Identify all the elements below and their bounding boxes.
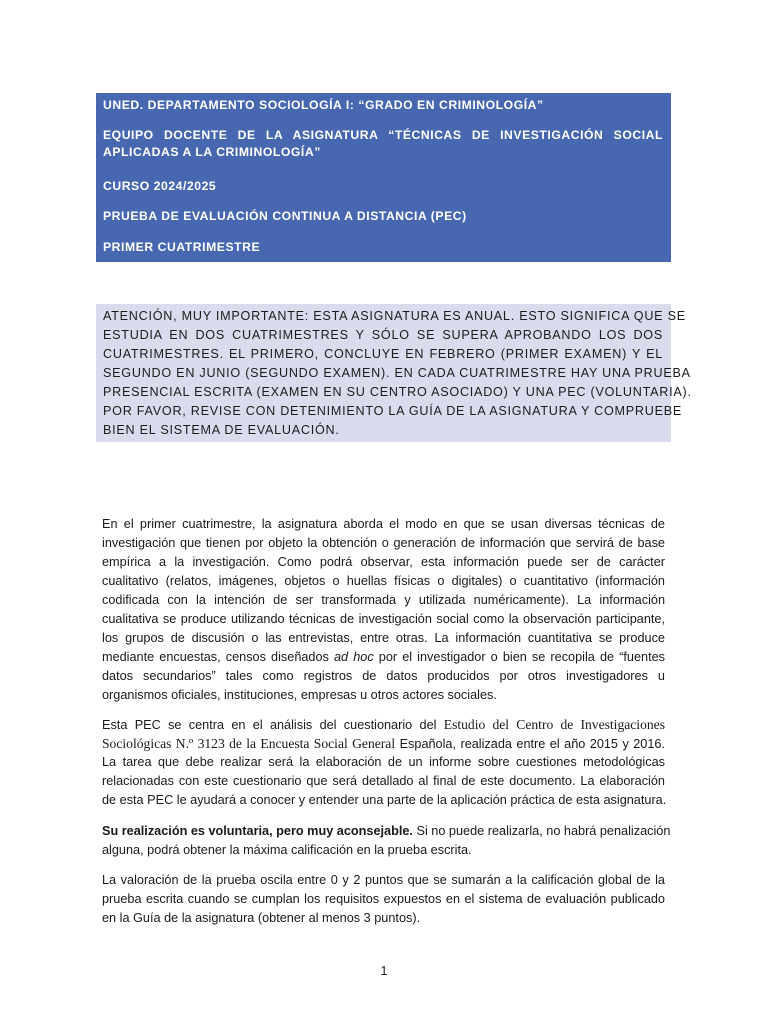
notice-line: PRESENCIAL ESCRITA (EXAMEN EN SU CENTRO ASOCIADO) Y UNA PEC (VOLUNTARIA). bbox=[103, 385, 692, 399]
paragraph-line: prueba escrita cuando se cumplan los requisitos expuestos en el sistema de evaluación publicado bbox=[102, 892, 665, 906]
header-university-line: UNED. DEPARTAMENTO SOCIOLOGÍA I: “GRADO EN CRIMINOLOGÍA” bbox=[103, 98, 544, 112]
paragraph-line: investigación que tienen por objeto la obtención o generación de información que servirá de base bbox=[102, 536, 665, 550]
ad-hoc-italic: ad hoc bbox=[334, 650, 374, 664]
notice-line: CUATRIMESTRES. EL PRIMERO, CONCLUYE EN FEBRERO (PRIMER EXAMEN) Y EL bbox=[103, 347, 663, 361]
paragraph-line: cualitativa se produce utilizando técnicas de investigación social como la observación participante, bbox=[102, 612, 665, 626]
grading-paragraph bbox=[102, 871, 665, 928]
voluntary-paragraph bbox=[102, 822, 671, 860]
paragraph-line: organismos oficiales, instituciones, empresas u otros actores sociales. bbox=[102, 688, 497, 702]
paragraph-line: empírica a la investigación. Como podrá observar, esta información puede ser de carácter bbox=[102, 555, 665, 569]
paragraph-line: en la Guía de la asignatura (obtener al menos 3 puntos). bbox=[102, 911, 421, 925]
header-team-line bbox=[103, 127, 663, 161]
paragraph-line: de esta PEC le ayudará a conocer y entender una parte de la aplicación práctica de esta asignatura. bbox=[102, 793, 667, 807]
notice-line: POR FAVOR, REVISE CON DETENIMIENTO LA GUÍA DE LA ASIGNATURA Y COMPRUEBE bbox=[103, 404, 683, 418]
study-reference: Estudio del Centro de Investigaciones bbox=[443, 717, 666, 732]
line-text: mediante encuestas, censos diseñados bbox=[102, 650, 334, 664]
paragraph-line: relacionadas con este cuestionario que será detallado al final de este documento. La elaboración bbox=[102, 774, 665, 788]
paragraph-line: alguna, podrá obtener la máxima calificación en la prueba escrita. bbox=[102, 843, 472, 857]
document-header bbox=[96, 93, 671, 262]
notice-line: SEGUNDO EN JUNIO (SEGUNDO EXAMEN). EN CADA CUATRIMESTRE HAY UNA PRUEBA bbox=[103, 366, 691, 380]
paragraph-line: cualitativo (relatos, imágenes, objetos o huellas físicas o digitales) o cuantitativo (información bbox=[102, 574, 665, 588]
paragraph-line: La valoración de la prueba oscila entre 0 y 2 puntos que se sumarán a la calificación global de la bbox=[102, 873, 665, 887]
header-team-line-1: EQUIPO DOCENTE DE LA ASIGNATURA “TÉCNICAS DE INVESTIGACIÓN SOCIAL bbox=[103, 128, 663, 142]
header-team-line-2: APLICADAS A LA CRIMINOLOGÍA” bbox=[103, 145, 321, 159]
notice-line: ATENCIÓN, MUY IMPORTANTE: ESTA ASIGNATURA ES ANUAL. ESTO SIGNIFICA QUE SE bbox=[103, 309, 686, 323]
voluntary-bold-text: Su realización es voluntaria, pero muy aconsejable. bbox=[102, 824, 413, 838]
paragraph-line bbox=[102, 715, 665, 734]
paragraph-line: La tarea que debe realizar será la elaboración de un informe sobre cuestiones metodológicas bbox=[102, 755, 665, 769]
paragraph-line: datos secundarios” tales como registros de datos producidos por otros investigadores u bbox=[102, 669, 665, 683]
notice-line: BIEN EL SISTEMA DE EVALUACIÓN. bbox=[103, 423, 340, 437]
paragraph-line: codificada con la intención de ser transformada y utilizada numéricamente). La información bbox=[102, 593, 665, 607]
notice-line: ESTUDIA EN DOS CUATRIMESTRES Y SÓLO SE SUPERA APROBANDO LOS DOS bbox=[103, 328, 663, 342]
header-term-line: PRIMER CUATRIMESTRE bbox=[103, 240, 261, 254]
paragraph-line bbox=[102, 822, 671, 841]
page-number: 1 bbox=[380, 964, 388, 978]
line-text: Esta PEC se centra en el análisis del cuestionario del bbox=[102, 718, 444, 732]
paragraph-line bbox=[102, 648, 665, 667]
header-pec-line: PRUEBA DE EVALUACIÓN CONTINUA A DISTANCIA (PEC) bbox=[103, 209, 467, 223]
paragraph-line bbox=[102, 734, 665, 753]
line-text: Española, realizada entre el año 2015 y 2016. bbox=[395, 737, 665, 751]
important-notice bbox=[96, 304, 692, 442]
intro-paragraph bbox=[102, 515, 665, 705]
header-course-line: CURSO 2024/2025 bbox=[103, 179, 217, 193]
line-text: por el investigador o bien se recopila de “fuentes bbox=[373, 650, 666, 664]
line-text: Si no puede realizarla, no habrá penalización bbox=[412, 824, 671, 838]
paragraph-line: los grupos de discusión o las entrevistas, entre otras. La información cuantitativa se produce bbox=[102, 631, 665, 645]
paragraph-line: En el primer cuatrimestre, la asignatura aborda el modo en que se usan diversas técnicas de bbox=[102, 517, 665, 531]
pec-description-paragraph bbox=[102, 715, 665, 810]
survey-reference: Sociológicas N.º 3123 de la Encuesta Social General bbox=[102, 736, 396, 751]
